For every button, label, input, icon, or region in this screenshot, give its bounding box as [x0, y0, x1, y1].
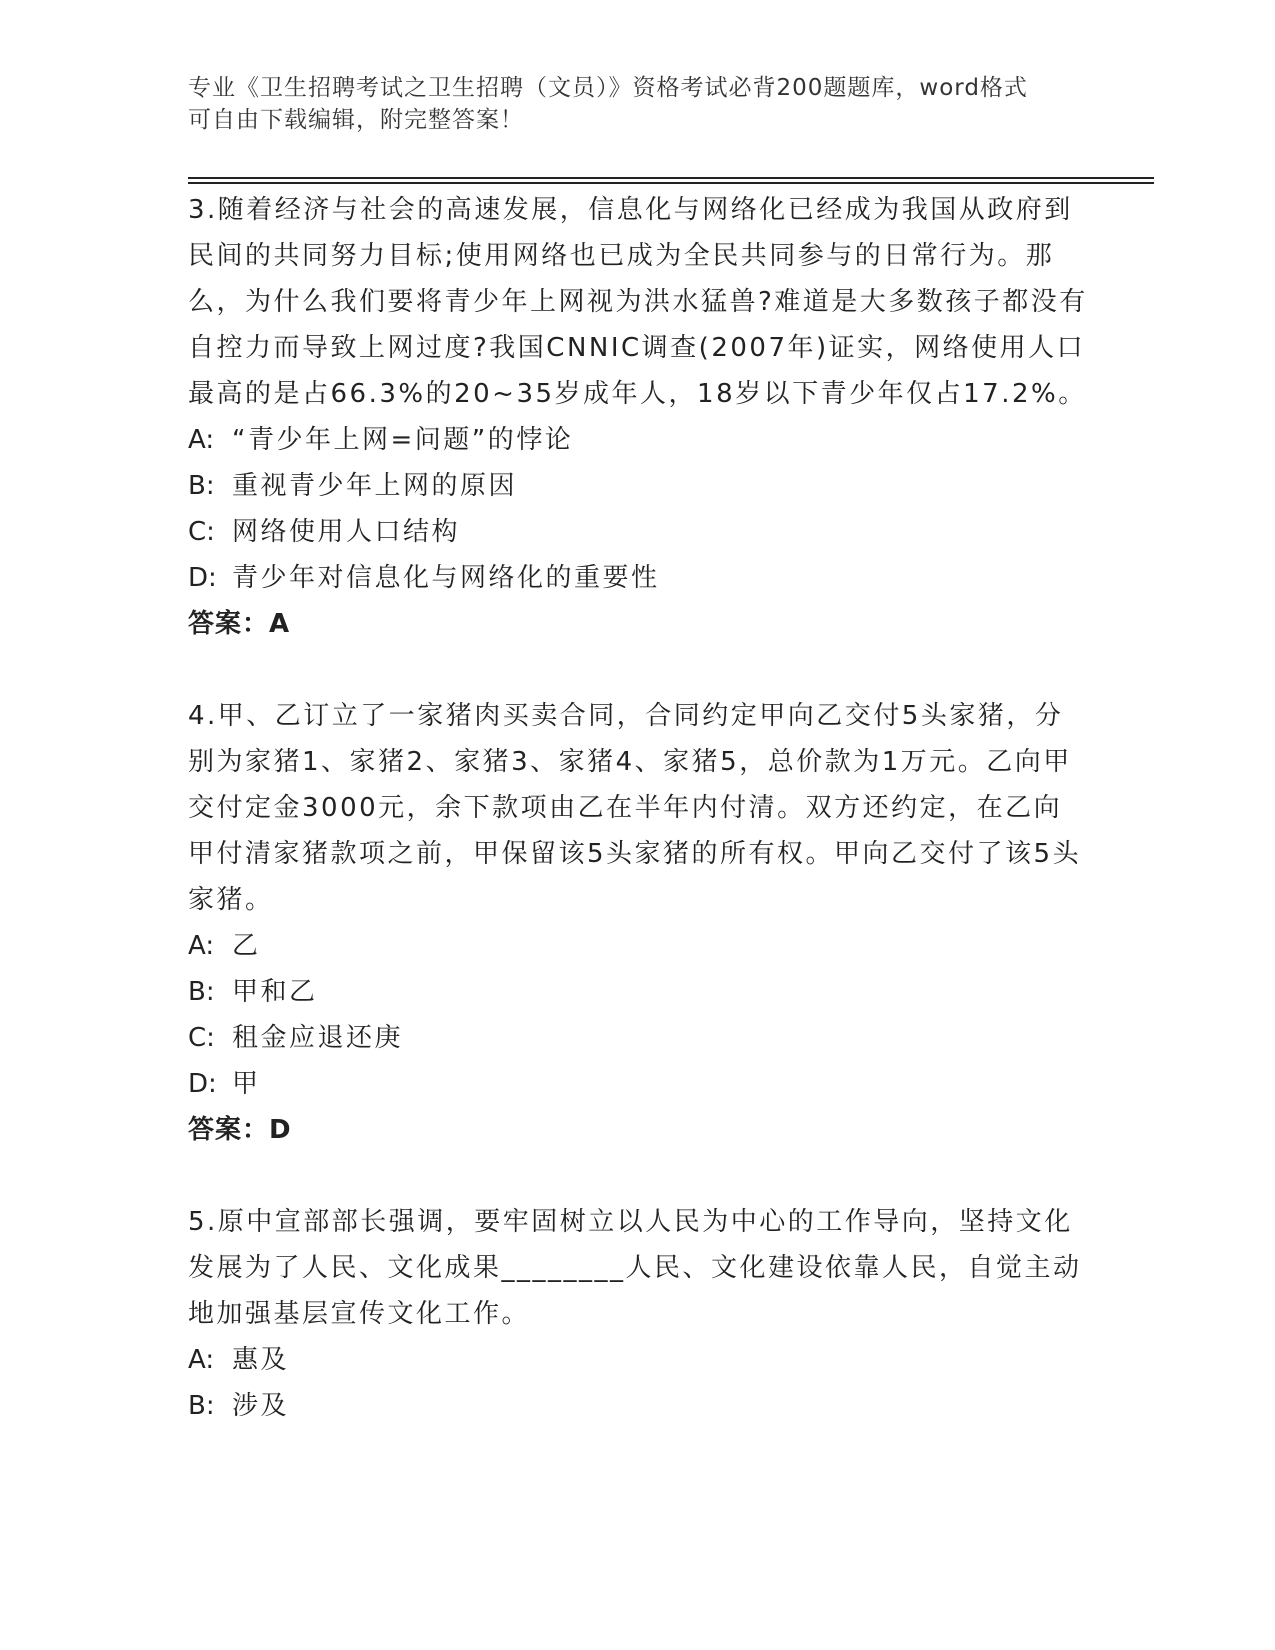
option-text: 惠及: [232, 1345, 290, 1375]
option-a: [188, 417, 1088, 463]
question-5: [188, 1199, 1088, 1429]
option-d: [188, 1061, 1088, 1107]
question-text: 5.原中宣部部长强调，要牢固树立以人民为中心的工作导向，坚持文化发展为了人民、文化成果________人民、文化建设依靠人民，自觉主动地加强基层宣传文化工作。: [188, 1207, 1082, 1329]
option-key: B:: [188, 977, 215, 1007]
option-text: 网络使用人口结构: [232, 517, 461, 547]
header-rule-top: [188, 177, 1154, 179]
question-text: 3.随着经济与社会的高速发展，信息化与网络化已经成为我国从政府到民间的共同努力目标;使用网络也已成为全民共同参与的日常行为。那么，为什么我们要将青少年上网视为洪水猛兽?难道是大多数孩子都没有自控力而导致上网过度?我国CNNIC调查(2007年)证实，网络使用人口最高的是占66.3%的20~35岁成年人，18岁以下青少年仅占17.2%。: [188, 195, 1088, 409]
option-text: 重视青少年上网的原因: [232, 471, 518, 501]
header-line-1: 专业《卫生招聘考试之卫生招聘（文员）》资格考试必背200题题库，word格式: [188, 75, 1028, 101]
option-text: 涉及: [232, 1391, 290, 1421]
option-key: B:: [188, 471, 215, 501]
option-a: [188, 1337, 1088, 1383]
option-b: [188, 969, 1088, 1015]
option-a: [188, 923, 1088, 969]
option-key: C:: [188, 1023, 215, 1053]
option-c: [188, 509, 1088, 555]
option-key: A:: [188, 425, 215, 455]
option-key: A:: [188, 1345, 215, 1375]
option-text: 甲和乙: [232, 977, 318, 1007]
question-4: [188, 693, 1088, 1153]
option-text: 租金应退还庚: [232, 1023, 404, 1053]
option-text: 乙: [232, 931, 261, 961]
header-rule-bottom: [188, 182, 1154, 184]
question-list: [188, 187, 1088, 1475]
option-b: [188, 1383, 1088, 1429]
answer-label: 答案：D: [188, 1115, 292, 1145]
question-text: 4.甲、乙订立了一家猪肉买卖合同，合同约定甲向乙交付5头家猪，分别为家猪1、家猪2、家猪3、家猪4、家猪5，总价款为1万元。乙向甲交付定金3000元，余下款项由乙在半年内付清。双方还约定，在乙向甲付清家猪款项之前，甲保留该5头家猪的所有权。甲向乙交付了该5头家猪。: [188, 701, 1082, 915]
option-b: [188, 463, 1088, 509]
option-text: “青少年上网=问题”的悖论: [232, 425, 574, 455]
option-key: D:: [188, 1069, 217, 1099]
option-key: B:: [188, 1391, 215, 1421]
header-line-2: 可自由下载编辑，附完整答案！: [188, 107, 524, 133]
option-text: 甲: [232, 1069, 261, 1099]
question-3: [188, 187, 1088, 647]
answer-label: 答案：A: [188, 609, 291, 639]
document-header: [188, 72, 1088, 136]
option-c: [188, 1015, 1088, 1061]
option-text: 青少年对信息化与网络化的重要性: [232, 563, 660, 593]
option-key: D:: [188, 563, 217, 593]
option-d: [188, 555, 1088, 601]
option-key: A:: [188, 931, 215, 961]
option-key: C:: [188, 517, 215, 547]
